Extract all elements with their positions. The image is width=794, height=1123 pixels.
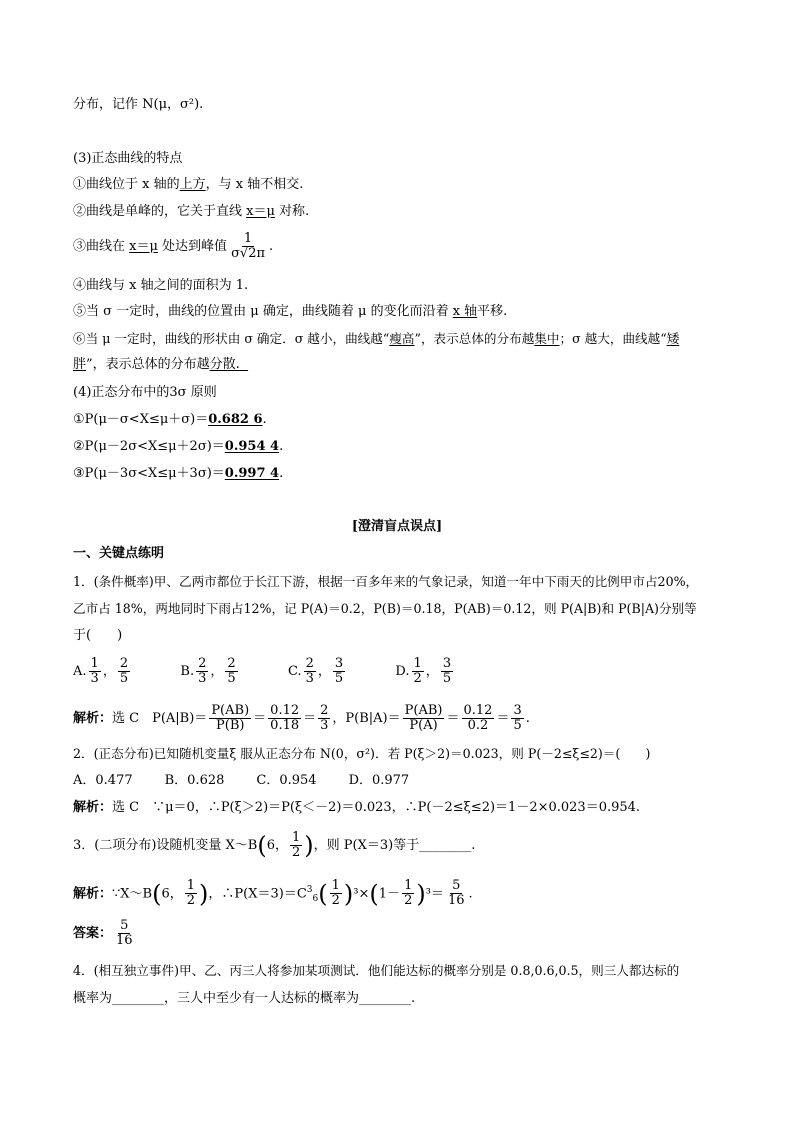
r1-text: ①P(μ－σ<X≤μ＋σ)＝ — [73, 412, 209, 427]
q3-solution-c: ³× — [353, 886, 370, 902]
r2-end: . — [279, 439, 284, 454]
p4-text: ④曲线与 x 轴之间的面积为 1. — [73, 278, 249, 293]
p5-underline: x 轴 — [452, 304, 478, 319]
q1-f5-den: 0.2 — [467, 718, 489, 733]
q1-f2-den: 0.18 — [270, 718, 300, 733]
q1-option-c: C. $\frac{2}{3}$ ， $\frac{3}{5}$ — [287, 656, 344, 686]
q1-c-den1: 3 — [305, 671, 314, 686]
p6-underline-2: 集中 — [534, 331, 560, 346]
p5-text-a: ⑤当 σ 一定时，曲线的位置由 μ 确定，曲线随着 μ 的变化而沿着 — [73, 304, 453, 319]
q3-p-num: 1 — [292, 830, 301, 845]
q1-option-c-label: C. — [287, 664, 302, 679]
q1-c-num1: 2 — [305, 656, 314, 671]
q1-option-b: B. $\frac{2}{3}$ ， $\frac{2}{5}$ — [180, 656, 236, 686]
q3-s-num: 1 — [186, 878, 196, 894]
q3-s2-num: 1 — [331, 878, 340, 894]
q1-line3: 于( ) — [73, 628, 123, 643]
rule-1 — [73, 411, 267, 429]
q1-a-num2: 2 — [119, 656, 129, 671]
q1-a-den2: 5 — [119, 671, 129, 686]
q1-c-num2: 3 — [334, 656, 344, 671]
intro-line — [73, 96, 203, 114]
q4-line2: 概率为________，三人中至少有一人达标的概率为________. — [73, 991, 416, 1006]
rule-3 — [73, 465, 283, 483]
q1-f4-num: P(AB) — [404, 703, 443, 718]
q1-option-a-label: A. — [73, 664, 87, 679]
q1-d-den1: 2 — [413, 671, 422, 686]
q1-solution-label: 解析： — [73, 711, 113, 726]
intro-text: 分布，记作 N(μ，σ²). — [73, 97, 204, 112]
p6-underline-3: 矮 — [666, 331, 680, 346]
q1-d-num2: 3 — [442, 656, 452, 671]
q3-s4-num: 5 — [452, 878, 461, 894]
q1-b-num1: 2 — [198, 656, 207, 671]
q1-option-a: A. $\frac{1}{3}$ ， $\frac{2}{5}$ — [73, 656, 129, 686]
heading-4-text: (4)正态分布中的3σ 原则 — [73, 385, 217, 400]
r3-text: ③P(μ－3σ<X≤μ＋3σ)＝ — [73, 466, 225, 481]
q3-solution-n: 6， — [161, 886, 183, 902]
p3-underline: x＝μ — [129, 239, 158, 254]
q3-answer-num: 5 — [120, 918, 129, 933]
q3-answer — [73, 918, 137, 950]
p2-text-a: ②曲线是单峰的，它关于直线 — [73, 204, 247, 219]
q1-option-d: D. $\frac{1}{2}$ ， $\frac{3}{5}$ — [395, 656, 452, 686]
p6-text-b: ”，表示总体的分布越 — [414, 331, 535, 346]
q3-comb-sub: 6 — [312, 893, 319, 904]
q2-line1: 2．(正态分布)已知随机变量ξ 服从正态分布 N(0，σ²)．若 P(ξ＞2)＝0.023，则 P(－2≤ξ≤2)＝( ) — [73, 746, 651, 761]
q1-a-num1: 1 — [90, 656, 99, 671]
r1-value: 0.682 6 — [208, 412, 263, 427]
q3-solution-label: 解析： — [73, 886, 113, 902]
property-5 — [73, 303, 507, 321]
q2-option-d: D．0.977 — [348, 773, 410, 788]
q1-solution-text-b: ，P(B|A)＝ — [332, 711, 401, 726]
q3-s-den: 2 — [186, 893, 196, 909]
q3-s3-den: 2 — [404, 893, 413, 909]
q1-d-num1: 1 — [413, 656, 422, 671]
q1-d-den2: 5 — [442, 671, 452, 686]
q3-s2-den: 2 — [331, 893, 340, 909]
p1-text-a: ①曲线位于 x 轴的 — [73, 177, 180, 192]
q1-f1-den: P(B) — [216, 718, 245, 733]
q1-f2-num: 0.12 — [270, 703, 300, 718]
p6-cont-underline: 胖 — [73, 357, 87, 372]
r2-text: ②P(μ－2σ<X≤μ＋2σ)＝ — [73, 439, 225, 454]
p5-text-b: 平移. — [477, 304, 508, 319]
section-title: [澄清盲点误点] — [351, 519, 443, 534]
peak-denominator: σ√2π — [231, 246, 266, 261]
peak-numerator: 1 — [243, 231, 253, 246]
r2-value: 0.954 4 — [224, 439, 280, 454]
p1-underline: 上方 — [179, 177, 206, 192]
q3-answer-den: 16 — [116, 933, 133, 948]
q1-c-den2: 5 — [334, 671, 344, 686]
q2-option-c: C．0.954 — [256, 773, 317, 788]
q3-solution-d: 1－ — [378, 886, 401, 902]
property-6 — [73, 330, 679, 348]
q1-option-b-label: B. — [180, 664, 195, 679]
r3-value: 0.997 4 — [224, 466, 280, 481]
property-2 — [73, 203, 309, 221]
heading-3 — [73, 150, 182, 168]
q1-solution-text-a: 选 C P(A|B)＝ — [112, 711, 208, 726]
q3-solution-a: ∵X～B — [112, 886, 153, 902]
p6-cont-text: ”，表示总体的分布越 — [86, 357, 210, 372]
q3-s3-num: 1 — [404, 878, 413, 894]
property-4 — [73, 277, 248, 295]
p6-text-a: ⑥当 μ 一定时，曲线的形状由 σ 确定．σ 越小，曲线越“ — [73, 331, 390, 346]
q3-solution-e: ³＝ — [425, 886, 444, 902]
p1-text-b: ，与 x 轴不相交. — [205, 177, 304, 192]
q2-solution — [73, 799, 640, 817]
q1-b-den2: 5 — [227, 671, 236, 686]
q3-solution: 解析：∵X～B(6， $\frac{1}{2}$ )，$\therefore P(X=3)=C^3_6$( $\frac{1}{2}$ )³×(1－ $\frac{1}{2}$ )³＝ $\frac{5}{16}$ . — [73, 878, 473, 909]
q3-line: 3．(二项分布)设随机变量 X～B(6， $\frac{1}{2}$ )，则 P(X＝3)等于________. — [73, 830, 476, 860]
q3-n: 6， — [266, 838, 289, 853]
q2-solution-text: 选 C ∵μ＝0，∴P(ξ＞2)＝P(ξ＜－2)＝0.023，∴P(－2≤ξ≤2)＝1－2×0.023＝0.954. — [112, 800, 641, 815]
q1-f1-num: P(AB) — [211, 703, 250, 718]
p3-text-b: 处达到峰值 — [157, 239, 228, 254]
q2-option-b: B．0.628 — [164, 773, 225, 788]
q1-line1: 1．(条件概率)甲、乙两市都位于长江下游，根据一百多年来的气象记录，知道一年中下雨天的比例甲市占20%， — [73, 574, 699, 589]
q1-options — [73, 656, 455, 688]
q1-f3-den: 3 — [320, 718, 329, 733]
q3-text-b: ，则 P(X＝3)等于________. — [313, 838, 476, 853]
q1-f6-num: 3 — [513, 703, 522, 718]
q2-options — [73, 772, 409, 790]
q1-b-num2: 2 — [227, 656, 236, 671]
q3-solution-b: ，∴P(X＝3)＝C — [208, 886, 307, 902]
q2-solution-label: 解析： — [73, 800, 113, 815]
q1-a-den1: 3 — [90, 671, 99, 686]
part1-title: 一、关键点练明 — [73, 546, 165, 561]
p3-text-a: ③曲线在 — [73, 239, 130, 254]
q1-line2: 乙市占 18%，两地同时下雨占12%，记 P(A)＝0.2，P(B)＝0.18，P(AB)＝0.12，则 P(A|B)和 P(B|A)分别等 — [73, 601, 697, 616]
property-6-cont — [73, 356, 248, 374]
property-1 — [73, 176, 303, 194]
heading-4 — [73, 384, 217, 402]
q3-answer-label: 答案： — [73, 926, 113, 941]
q1-option-d-label: D. — [395, 664, 410, 679]
q3-text-a: 3．(二项分布)设随机变量 X～B — [73, 838, 258, 853]
q3-comb-sup: 3 — [306, 885, 313, 895]
peak-fraction — [229, 232, 267, 261]
p6-underline-1: 瘦高 — [389, 331, 415, 346]
heading-3-text: (3)正态曲线的特点 — [73, 151, 183, 166]
q1-solution-end: . — [525, 711, 530, 726]
p2-text-b: 对称. — [274, 204, 310, 219]
r1-end: . — [262, 412, 267, 427]
q1-b-den1: 3 — [198, 671, 207, 686]
rule-2 — [73, 438, 283, 456]
property-3 — [73, 232, 273, 261]
q1-solution: 解析：选 C P(A|B)＝ $\frac{P(AB)}{P(B)}$ ＝ $\frac{0.12}{0.18}$ ＝ $\frac{2}{3}$ ，P(B|A)＝ $\frac{P(AB)}{P(A)}$ ＝ $\frac{0.12}{0.2}$ ＝ $\frac{3}{5}$ . — [73, 703, 530, 733]
r3-end: . — [279, 466, 284, 481]
p6-cont-underline-2: 分散. — [209, 357, 240, 372]
q1-f3-num: 2 — [320, 703, 329, 718]
q4-line1: 4．(相互独立事件)甲、乙、丙三人将参加某项测试．他们能达标的概率分别是 0.8,0.6,0.5，则三人都达标的 — [73, 963, 680, 978]
q1-f6-den: 5 — [513, 718, 522, 733]
q1-f4-den: P(A) — [409, 718, 438, 733]
q3-s4-den: 16 — [447, 893, 465, 909]
p2-underline: x＝μ — [246, 204, 275, 219]
q1-f5-num: 0.12 — [463, 703, 493, 718]
q3-solution-end: . — [468, 886, 473, 902]
q3-p-den: 2 — [292, 845, 301, 860]
p6-text-c: ；σ 越大，曲线越“ — [559, 331, 667, 346]
q2-option-a: A．0.477 — [73, 773, 133, 788]
p3-end: . — [269, 239, 274, 254]
